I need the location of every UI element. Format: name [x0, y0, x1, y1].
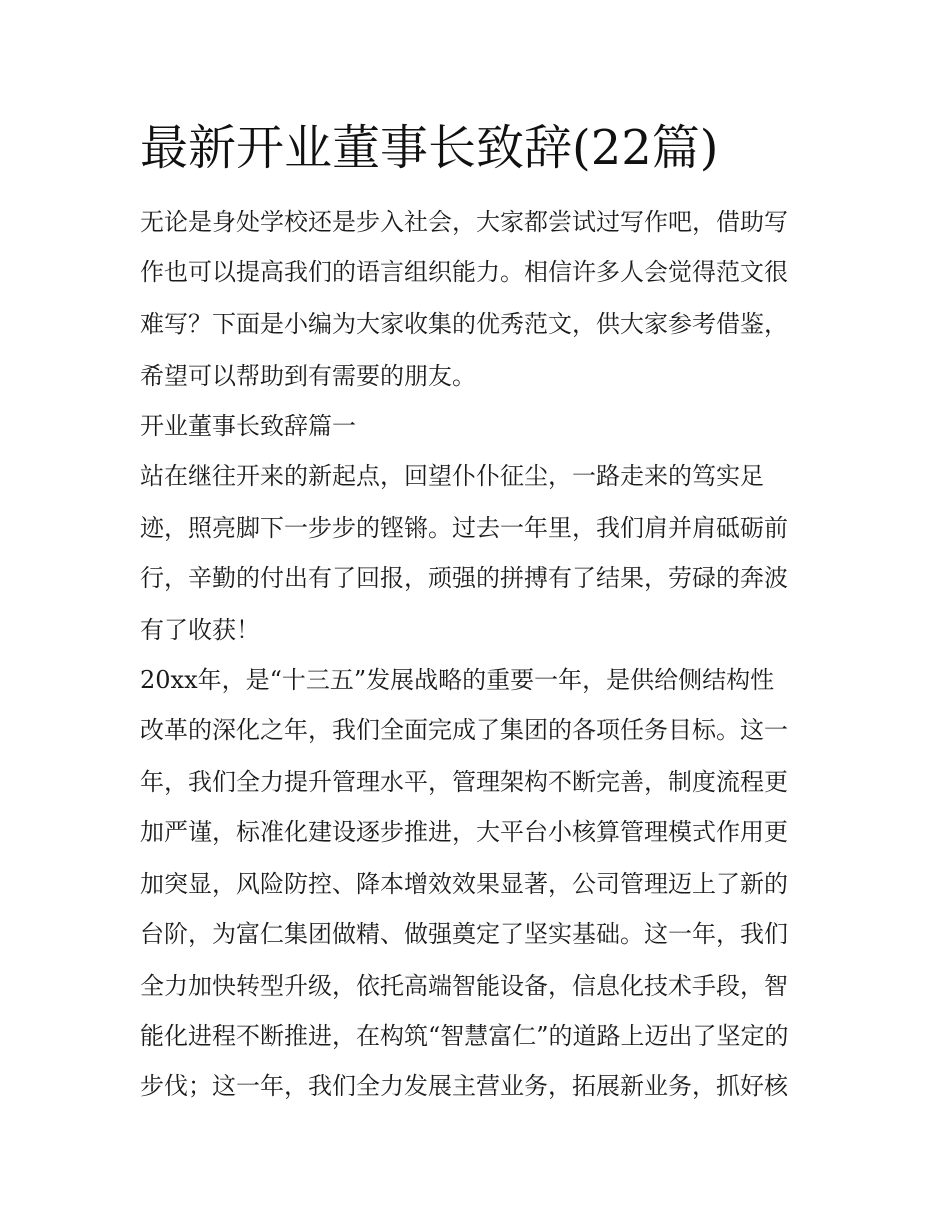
- paragraph-line: 迹，照亮脚下一步步的铿锵。过去一年里，我们肩并肩砥砺前: [140, 514, 788, 542]
- paragraph-line: 作也可以提高我们的语言组织能力。相信许多人会觉得范文很: [140, 258, 788, 286]
- paragraph-line: 全力加快转型升级，依托高端智能设备，信息化技术手段，智: [140, 972, 788, 1000]
- section-heading: 开业董事长致辞篇一: [140, 412, 356, 440]
- paragraph-line: 年，我们全力提升管理水平，管理架构不断完善，制度流程更: [140, 768, 788, 796]
- document-title: 最新开业董事长致辞(22篇): [140, 120, 719, 176]
- paragraph-line: 难写？下面是小编为大家收集的优秀范文，供大家参考借鉴，: [140, 310, 788, 338]
- paragraph-line: 台阶，为富仁集团做精、做强奠定了坚实基础。这一年，我们: [140, 920, 788, 948]
- paragraph-line: 20xx年，是“十三五”发展战略的重要一年，是供给侧结构性: [140, 666, 775, 694]
- paragraph-line: 行，辛勤的付出有了回报，顽强的拼搏有了结果，劳碌的奔波: [140, 564, 788, 592]
- paragraph-line: 有了收获！: [140, 616, 260, 644]
- paragraph-line: 站在继往开来的新起点，回望仆仆征尘，一路走来的笃实足: [140, 462, 764, 490]
- paragraph-line: 改革的深化之年，我们全面完成了集团的各项任务目标。这一: [140, 716, 788, 744]
- paragraph-line: 能化进程不断推进，在构筑“智慧富仁”的道路上迈出了坚定的: [140, 1022, 789, 1050]
- paragraph-line: 加严谨，标准化建设逐步推进，大平台小核算管理模式作用更: [140, 818, 788, 846]
- paragraph-line: 步伐；这一年，我们全力发展主营业务，拓展新业务，抓好核: [140, 1072, 788, 1100]
- paragraph-line: 加突显，风险防控、降本增效效果显著，公司管理迈上了新的: [140, 870, 788, 898]
- paragraph-line: 希望可以帮助到有需要的朋友。: [140, 362, 476, 390]
- paragraph-line: 无论是身处学校还是步入社会，大家都尝试过写作吧，借助写: [140, 208, 788, 236]
